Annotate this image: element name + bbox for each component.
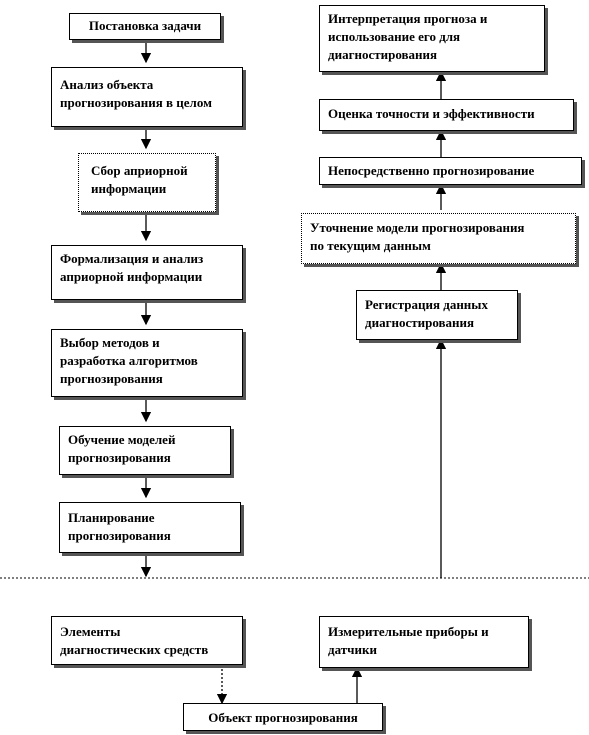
- step-direct-forecasting: Непосредственно прогнозирование: [319, 157, 582, 185]
- step-method-selection: Выбор методов и разработка алгоритмов прогнозирования: [51, 329, 243, 397]
- forecast-object-box: Объект прогнозирования: [183, 703, 383, 731]
- step-model-training: Обучение моделей прогнозирования: [59, 426, 231, 475]
- step-model-refinement: Уточнение модели прогнозирования по текущим данным: [301, 213, 576, 264]
- step-interpretation: Интерпретация прогноза и использование его для диагностирования: [319, 5, 545, 72]
- step-accuracy-evaluation: Оценка точности и эффективности: [319, 99, 574, 131]
- step-data-registration: Регистрация данных диагностирования: [356, 290, 518, 340]
- step-problem-statement: Постановка задачи: [69, 13, 221, 40]
- step-object-analysis: Анализ объекта прогнозирования в целом: [51, 67, 243, 127]
- measuring-instruments-box: Измерительные приборы и датчики: [319, 616, 529, 668]
- diagnostic-elements-box: Элементы диагностических средств: [51, 616, 243, 665]
- step-forecast-planning: Планирование прогнозирования: [59, 502, 241, 553]
- step-formalization: Формализация и анализ априорной информации: [51, 245, 243, 300]
- step-apriori-collection: Сбор априорной информации: [78, 153, 216, 212]
